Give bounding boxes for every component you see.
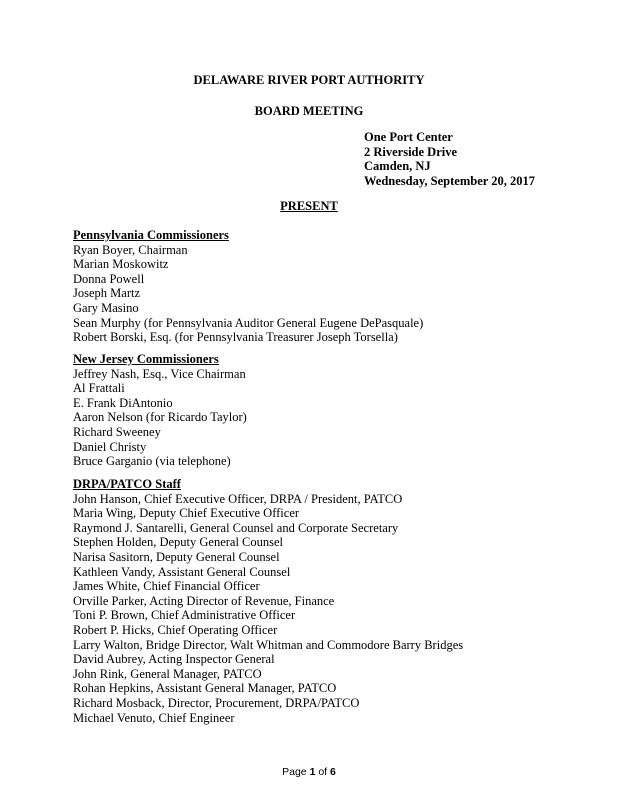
new-jersey-commissioners-section [73, 352, 247, 469]
location-city: Camden, NJ [364, 159, 431, 173]
organization-title: DELAWARE RIVER PORT AUTHORITY [193, 73, 425, 87]
section-heading: DRPA/PATCO Staff [73, 477, 181, 491]
meeting-title: BOARD MEETING [254, 104, 364, 118]
attendee-name: Aaron Nelson (for Ricardo Taylor) [73, 410, 247, 425]
attendee-name: Stephen Holden, Deputy General Counsel [73, 535, 284, 550]
page-word: Page [282, 766, 307, 778]
attendee-name: Michael Venuto, Chief Engineer [73, 710, 235, 725]
attendee-name: Bruce Garganio (via telephone) [73, 454, 231, 469]
attendee-name: Jeffrey Nash, Esq., Vice Chairman [73, 366, 246, 381]
attendee-name: David Aubrey, Acting Inspector General [73, 652, 275, 667]
meeting-date: Wednesday, September 20, 2017 [364, 173, 535, 188]
total-page-count: 6 [330, 766, 336, 778]
attendee-name: Raymond J. Santarelli, General Counsel and Corporate Secretary [73, 520, 399, 535]
present-heading: PRESENT [280, 199, 338, 213]
attendee-name: Robert Borski, Esq. (for Pennsylvania Treasurer Joseph Torsella) [73, 330, 398, 345]
attendee-name: Narisa Sasitorn, Deputy General Counsel [73, 549, 280, 564]
attendee-name: Richard Mosback, Director, Procurement, DRPA/PATCO [73, 695, 360, 710]
attendee-name: James White, Chief Financial Officer [73, 579, 260, 594]
attendee-name: Maria Wing, Deputy Chief Executive Officer [73, 506, 300, 521]
attendee-name: Robert P. Hicks, Chief Operating Officer [73, 622, 278, 637]
attendee-name: Donna Powell [73, 271, 145, 286]
attendee-name: Joseph Martz [73, 286, 140, 301]
of-word: of [318, 766, 328, 778]
attendee-name: Marian Moskowitz [73, 257, 169, 272]
page-number-footer [0, 766, 618, 778]
attendee-name: Rohan Hepkins, Assistant General Manager, PATCO [73, 681, 337, 696]
attendee-name: Sean Murphy (for Pennsylvania Auditor General Eugene DePasquale) [73, 315, 424, 330]
meeting-location-block [364, 130, 535, 188]
attendee-name: Orville Parker, Acting Director of Revenue, Finance [73, 593, 335, 608]
location-building: One Port Center [364, 130, 453, 144]
section-heading: New Jersey Commissioners [73, 352, 219, 366]
attendee-name: Toni P. Brown, Chief Administrative Officer [73, 608, 296, 623]
attendee-name: Al Frattali [73, 381, 125, 396]
section-heading: Pennsylvania Commissioners [73, 228, 229, 242]
attendee-name: Richard Sweeney [73, 424, 161, 439]
attendee-name: Larry Walton, Bridge Director, Walt Whitman and Commodore Barry Bridges [73, 637, 464, 652]
drpa-patco-staff-section [73, 477, 463, 725]
current-page-number: 1 [309, 766, 316, 778]
attendee-name: Daniel Christy [73, 439, 147, 454]
attendee-name: Ryan Boyer, Chairman [73, 242, 188, 257]
attendee-name: John Hanson, Chief Executive Officer, DRPA / President, PATCO [73, 491, 403, 506]
attendee-name: Gary Masino [73, 300, 139, 315]
location-street: 2 Riverside Drive [364, 144, 458, 159]
attendee-name: John Rink, General Manager, PATCO [73, 666, 262, 681]
attendee-name: E. Frank DiAntonio [73, 395, 173, 410]
pennsylvania-commissioners-section [73, 228, 423, 345]
attendee-name: Kathleen Vandy, Assistant General Counsel [73, 564, 291, 579]
